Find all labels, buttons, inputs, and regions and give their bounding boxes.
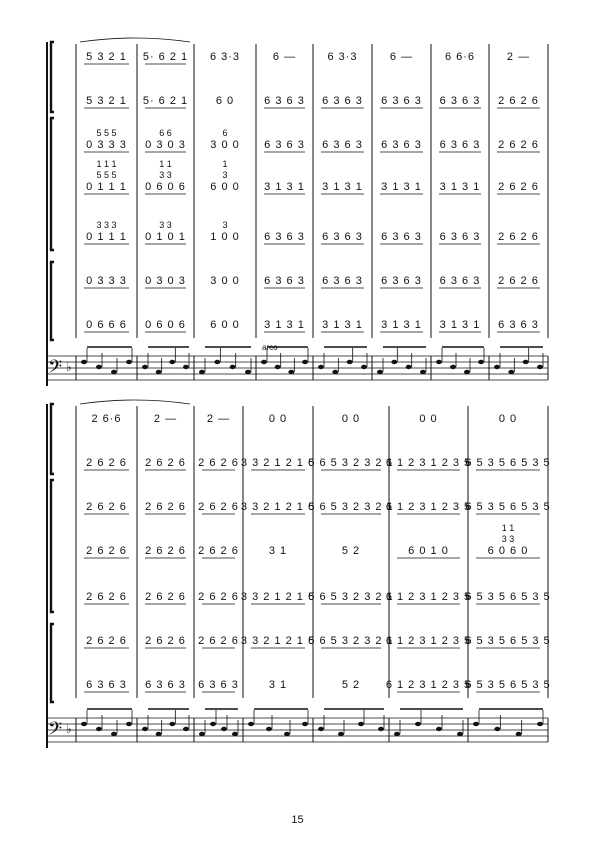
jianpu-chord-upper: 3 3 3 [96, 220, 117, 230]
bass-notehead [516, 732, 522, 736]
bass-notehead [361, 365, 367, 369]
jianpu-measure: 5 6 5 3 2 3 2 1 [308, 591, 394, 603]
jianpu-measure: 3 1 3 1 [264, 181, 305, 193]
jianpu-measure: 6 3 6 3 [264, 139, 305, 151]
arco-annotation: arco [262, 343, 278, 352]
bass-notehead [338, 732, 344, 736]
jianpu-measure: 5 2 [341, 679, 361, 691]
bass-notehead [284, 732, 290, 736]
bass-notehead [111, 370, 117, 374]
slur [80, 400, 190, 404]
jianpu-measure: 6 5 3 5 6 5 3 5 [465, 501, 551, 513]
jianpu-measure: 6 5 3 5 6 5 3 5 [465, 679, 551, 691]
jianpu-measure: 6 3·3 [327, 51, 358, 63]
bass-staff [46, 347, 548, 381]
jianpu-measure: 3 1 3 1 [439, 181, 481, 193]
bass-notehead [450, 365, 456, 369]
jianpu-measure: 2 6 2 6 [198, 501, 239, 513]
jianpu-measure: 3 0 0 [210, 275, 240, 287]
jianpu-chord-upper: 6 6 [159, 128, 172, 138]
jianpu-measure: 6 3 6 3 [439, 95, 481, 107]
jianpu-measure: 5 6 5 3 2 3 2 1 [308, 635, 394, 647]
jianpu-measure: 0 1 1 1 [86, 181, 127, 193]
bass-notehead [318, 365, 324, 369]
group-bracket-1 [51, 42, 54, 112]
jianpu-measure: 2 6 2 6 [198, 635, 239, 647]
jianpu-measure: 6 6·6 [444, 51, 476, 63]
bass-notehead [183, 365, 189, 369]
jianpu-measure: 2 6 2 6 [498, 139, 539, 151]
jianpu-measure: 3 1 3 1 [439, 319, 481, 331]
bass-notehead [275, 365, 281, 369]
bass-notehead [156, 370, 162, 374]
page-number: 15 [291, 814, 304, 826]
bass-notehead [318, 727, 324, 731]
jianpu-row-melody-top [84, 51, 530, 64]
bass-notehead [111, 732, 117, 736]
bass-notehead [494, 365, 500, 369]
jianpu-row-low-2 [84, 319, 540, 332]
jianpu-measure: 3 0 0 [210, 139, 240, 151]
bass-notehead [261, 360, 267, 364]
jianpu-row-strings-2 [84, 159, 540, 194]
jianpu-measure: 1 0 0 [210, 231, 240, 243]
jianpu-measure: 5 6 5 3 2 3 2 1 [308, 501, 394, 513]
bass-notehead [183, 727, 189, 731]
jianpu-measure: 6 1 2 3 1 2 3 5 [385, 591, 472, 603]
jianpu-measure: 2 6 2 6 [86, 457, 127, 469]
jianpu-chord-upper: 6 [222, 128, 228, 138]
bass-notehead [457, 732, 463, 736]
jianpu-measure: 0 3 0 3 [145, 275, 186, 287]
system-2 [46, 400, 551, 748]
jianpu-measure: 0 0 [341, 413, 361, 425]
jianpu-measure: 6 0 [215, 95, 235, 107]
jianpu-measure: 6 3 6 3 [381, 139, 422, 151]
jianpu-measure: 6 0 6 0 [487, 545, 529, 557]
jianpu-measure: 6 5 3 5 6 5 3 5 [465, 457, 551, 469]
jianpu-row-strings-1 [84, 501, 551, 514]
jianpu-chord-upper: 5 5 5 [96, 128, 117, 138]
bass-notehead [214, 360, 220, 364]
jianpu-measure: 6 3 6 3 [264, 231, 305, 243]
jianpu-measure: 6 3 6 3 [322, 139, 363, 151]
jianpu-chord-upper: 3 [222, 170, 228, 180]
jianpu-measure: 6 3 6 3 [86, 679, 127, 691]
jianpu-chord-upper: 3 3 [501, 534, 515, 544]
jianpu-measure: 0 3 0 3 [145, 139, 186, 151]
group-bracket-2 [51, 118, 54, 250]
jianpu-row-strings-3 [84, 591, 551, 604]
bass-notehead [406, 365, 412, 369]
jianpu-measure: 6 3 6 3 [439, 231, 481, 243]
bass-notehead [347, 360, 353, 364]
jianpu-measure: 6 1 2 3 1 2 3 5 [385, 457, 472, 469]
bass-notehead [378, 727, 384, 731]
jianpu-measure: 6 3 6 3 [264, 95, 305, 107]
bass-notehead [288, 370, 294, 374]
jianpu-measure: 6 5 3 5 6 5 3 5 [465, 635, 551, 647]
jianpu-measure: 2 6 2 6 [145, 635, 186, 647]
jianpu-chord-upper: 5 5 5 [96, 170, 117, 180]
bass-notehead [420, 370, 426, 374]
bass-notehead [199, 370, 205, 374]
jianpu-measure: 6 3 6 3 [439, 275, 481, 287]
jianpu-row-low-2 [84, 679, 551, 692]
jianpu-measure: 0 3 3 3 [86, 275, 127, 287]
bass-notehead [199, 732, 205, 736]
jianpu-measure: 6 3 6 3 [145, 679, 186, 691]
jianpu-measure: 0 6 6 6 [86, 319, 127, 331]
jianpu-chord-upper: 1 1 [501, 523, 515, 533]
jianpu-measure: 2 6 2 6 [198, 591, 239, 603]
system-1 [46, 38, 548, 386]
bass-notehead [169, 360, 175, 364]
jianpu-measure: 2 6 2 6 [86, 635, 127, 647]
jianpu-measure: 3 1 3 1 [381, 181, 422, 193]
bass-clef-icon: 𝄢 [48, 356, 63, 381]
jianpu-measure: 6 1 2 3 1 2 3 5 [385, 635, 472, 647]
bass-notehead [358, 722, 364, 726]
bass-clef-icon: 𝄢 [48, 718, 63, 743]
jianpu-measure: 0 1 0 1 [145, 231, 186, 243]
bass-notehead [436, 727, 442, 731]
jianpu-measure: 0 1 1 1 [86, 231, 127, 243]
bass-notehead [332, 370, 338, 374]
jianpu-measure: 2 — [206, 413, 231, 425]
bass-notehead [537, 365, 543, 369]
jianpu-measure: 6 1 2 3 1 2 3 5 [385, 501, 472, 513]
jianpu-measure: 3 1 3 1 [264, 319, 305, 331]
jianpu-measure: 2 6 2 6 [145, 545, 186, 557]
bass-notehead [377, 370, 383, 374]
group-bracket-2 [51, 480, 54, 612]
jianpu-measure: 3 1 3 1 [322, 181, 363, 193]
group-bracket-3 [51, 262, 54, 340]
jianpu-measure: 5· 6 2 1 [142, 95, 189, 107]
jianpu-measure: 2 6 2 6 [145, 591, 186, 603]
jianpu-measure: 0 3 3 3 [86, 139, 127, 151]
jianpu-measure: 2 6 2 6 [498, 275, 539, 287]
jianpu-row-melody-top [91, 413, 517, 425]
jianpu-measure: 2 6 2 6 [145, 457, 186, 469]
bass-notehead [266, 727, 272, 731]
jianpu-measure: 2 6 2 6 [498, 231, 539, 243]
bass-notehead [537, 722, 543, 726]
jianpu-measure: 6 — [389, 51, 414, 63]
bass-notehead [126, 722, 132, 726]
bass-notehead [230, 365, 236, 369]
bass-notehead [523, 360, 529, 364]
jianpu-measure: 6 — [272, 51, 297, 63]
jianpu-measure: 6 3 6 3 [322, 231, 363, 243]
jianpu-measure: 0 6 0 6 [145, 181, 186, 193]
jianpu-measure: 2 6·6 [91, 413, 122, 425]
group-bracket-1 [51, 404, 54, 474]
jianpu-measure: 6 1 2 3 1 2 3 5 [385, 679, 472, 691]
jianpu-measure: 6 3 6 3 [322, 95, 363, 107]
bass-staff [46, 709, 548, 743]
bass-notehead [391, 360, 397, 364]
bass-notehead [415, 722, 421, 726]
jianpu-measure: 2 — [153, 413, 178, 425]
group-bracket-3 [51, 624, 54, 702]
jianpu-row-melody-second [84, 95, 540, 108]
jianpu-measure: 3 1 [268, 679, 288, 691]
jianpu-measure: 6 3 6 3 [264, 275, 305, 287]
key-signature-flat: ♭ [66, 360, 72, 374]
jianpu-row-strings-3 [84, 220, 540, 244]
key-signature-flat: ♭ [66, 722, 72, 736]
jianpu-measure: 3 3 2 1 2 1 6 [240, 501, 316, 513]
jianpu-measure: 2 6 2 6 [198, 545, 239, 557]
bass-notehead [221, 727, 227, 731]
jianpu-measure: 6 5 3 5 6 5 3 5 [465, 591, 551, 603]
jianpu-row-low-1 [84, 635, 551, 648]
bass-notehead [464, 370, 470, 374]
jianpu-measure: 6 0 1 0 [408, 545, 449, 557]
jianpu-measure: 3 3 2 1 2 1 6 [240, 591, 316, 603]
bass-notehead [302, 360, 308, 364]
jianpu-measure: 6 3 6 3 [439, 139, 481, 151]
jianpu-chord-upper: 1 1 [159, 159, 172, 169]
jianpu-measure: 6 3·3 [209, 51, 241, 63]
bass-notehead [169, 722, 175, 726]
bass-notehead [473, 722, 479, 726]
jianpu-row-low-1 [84, 275, 540, 288]
bass-notehead [142, 727, 148, 731]
jianpu-chord-upper: 3 [222, 220, 228, 230]
jianpu-measure: 5 3 2 1 [86, 51, 127, 63]
jianpu-measure: 3 3 2 1 2 1 6 [240, 635, 316, 647]
jianpu-measure: 2 6 2 6 [86, 545, 127, 557]
bass-notehead [156, 732, 162, 736]
jianpu-measure: 2 6 2 6 [198, 457, 239, 469]
slur [80, 38, 190, 42]
jianpu-measure: 3 1 3 1 [322, 319, 363, 331]
jianpu-measure: 6 0 0 [210, 319, 240, 331]
jianpu-chord-upper: 3 3 [159, 220, 172, 230]
jianpu-measure: 3 3 2 1 2 1 6 [240, 457, 316, 469]
jianpu-measure: 0 0 [419, 413, 438, 425]
jianpu-measure: 6 3 6 3 [322, 275, 363, 287]
jianpu-measure: 3 1 3 1 [381, 319, 422, 331]
jianpu-measure: 3 1 [268, 545, 288, 557]
jianpu-measure: 6 3 6 3 [498, 319, 539, 331]
jianpu-measure: 0 6 0 6 [145, 319, 186, 331]
bass-notehead [302, 722, 308, 726]
jianpu-row-melody-second [84, 457, 551, 470]
jianpu-measure: 6 3 6 3 [381, 231, 422, 243]
bass-notehead [142, 365, 148, 369]
jianpu-row-strings-2 [84, 523, 540, 558]
bass-notehead [248, 722, 254, 726]
bass-notehead [508, 370, 514, 374]
jianpu-row-strings-1 [84, 128, 540, 152]
jianpu-chord-upper: 3 3 [159, 170, 172, 180]
jianpu-chord-upper: 1 [222, 159, 228, 169]
bass-notehead [126, 360, 132, 364]
jianpu-measure: 2 6 2 6 [86, 501, 127, 513]
jianpu-measure: 2 6 2 6 [86, 591, 127, 603]
jianpu-measure: 2 6 2 6 [498, 181, 539, 193]
bass-notehead [96, 727, 102, 731]
jianpu-measure: 2 6 2 6 [498, 95, 539, 107]
jianpu-measure: 5 3 2 1 [86, 95, 127, 107]
jianpu-measure: 0 0 [498, 413, 518, 425]
bass-notehead [81, 360, 87, 364]
bass-notehead [394, 732, 400, 736]
bass-notehead [96, 365, 102, 369]
jianpu-measure: 6 3 6 3 [381, 95, 422, 107]
jianpu-measure: 5· 6 2 1 [142, 51, 189, 63]
jianpu-measure: 6 3 6 3 [198, 679, 239, 691]
bass-notehead [494, 727, 500, 731]
jianpu-measure: 6 3 6 3 [381, 275, 422, 287]
bass-notehead [478, 360, 484, 364]
jianpu-measure: 5 6 5 3 2 3 2 1 [308, 457, 394, 469]
bass-notehead [210, 722, 216, 726]
bass-notehead [245, 370, 251, 374]
jianpu-measure: 6 0 0 [210, 181, 240, 193]
jianpu-chord-upper: 1 1 1 [96, 159, 117, 169]
bass-notehead [436, 360, 442, 364]
bass-notehead [81, 722, 87, 726]
bass-notehead [232, 732, 238, 736]
jianpu-measure: 5 2 [341, 545, 361, 557]
jianpu-measure: 0 0 [268, 413, 288, 425]
jianpu-measure: 2 6 2 6 [145, 501, 186, 513]
jianpu-measure: 2 — [506, 51, 531, 63]
